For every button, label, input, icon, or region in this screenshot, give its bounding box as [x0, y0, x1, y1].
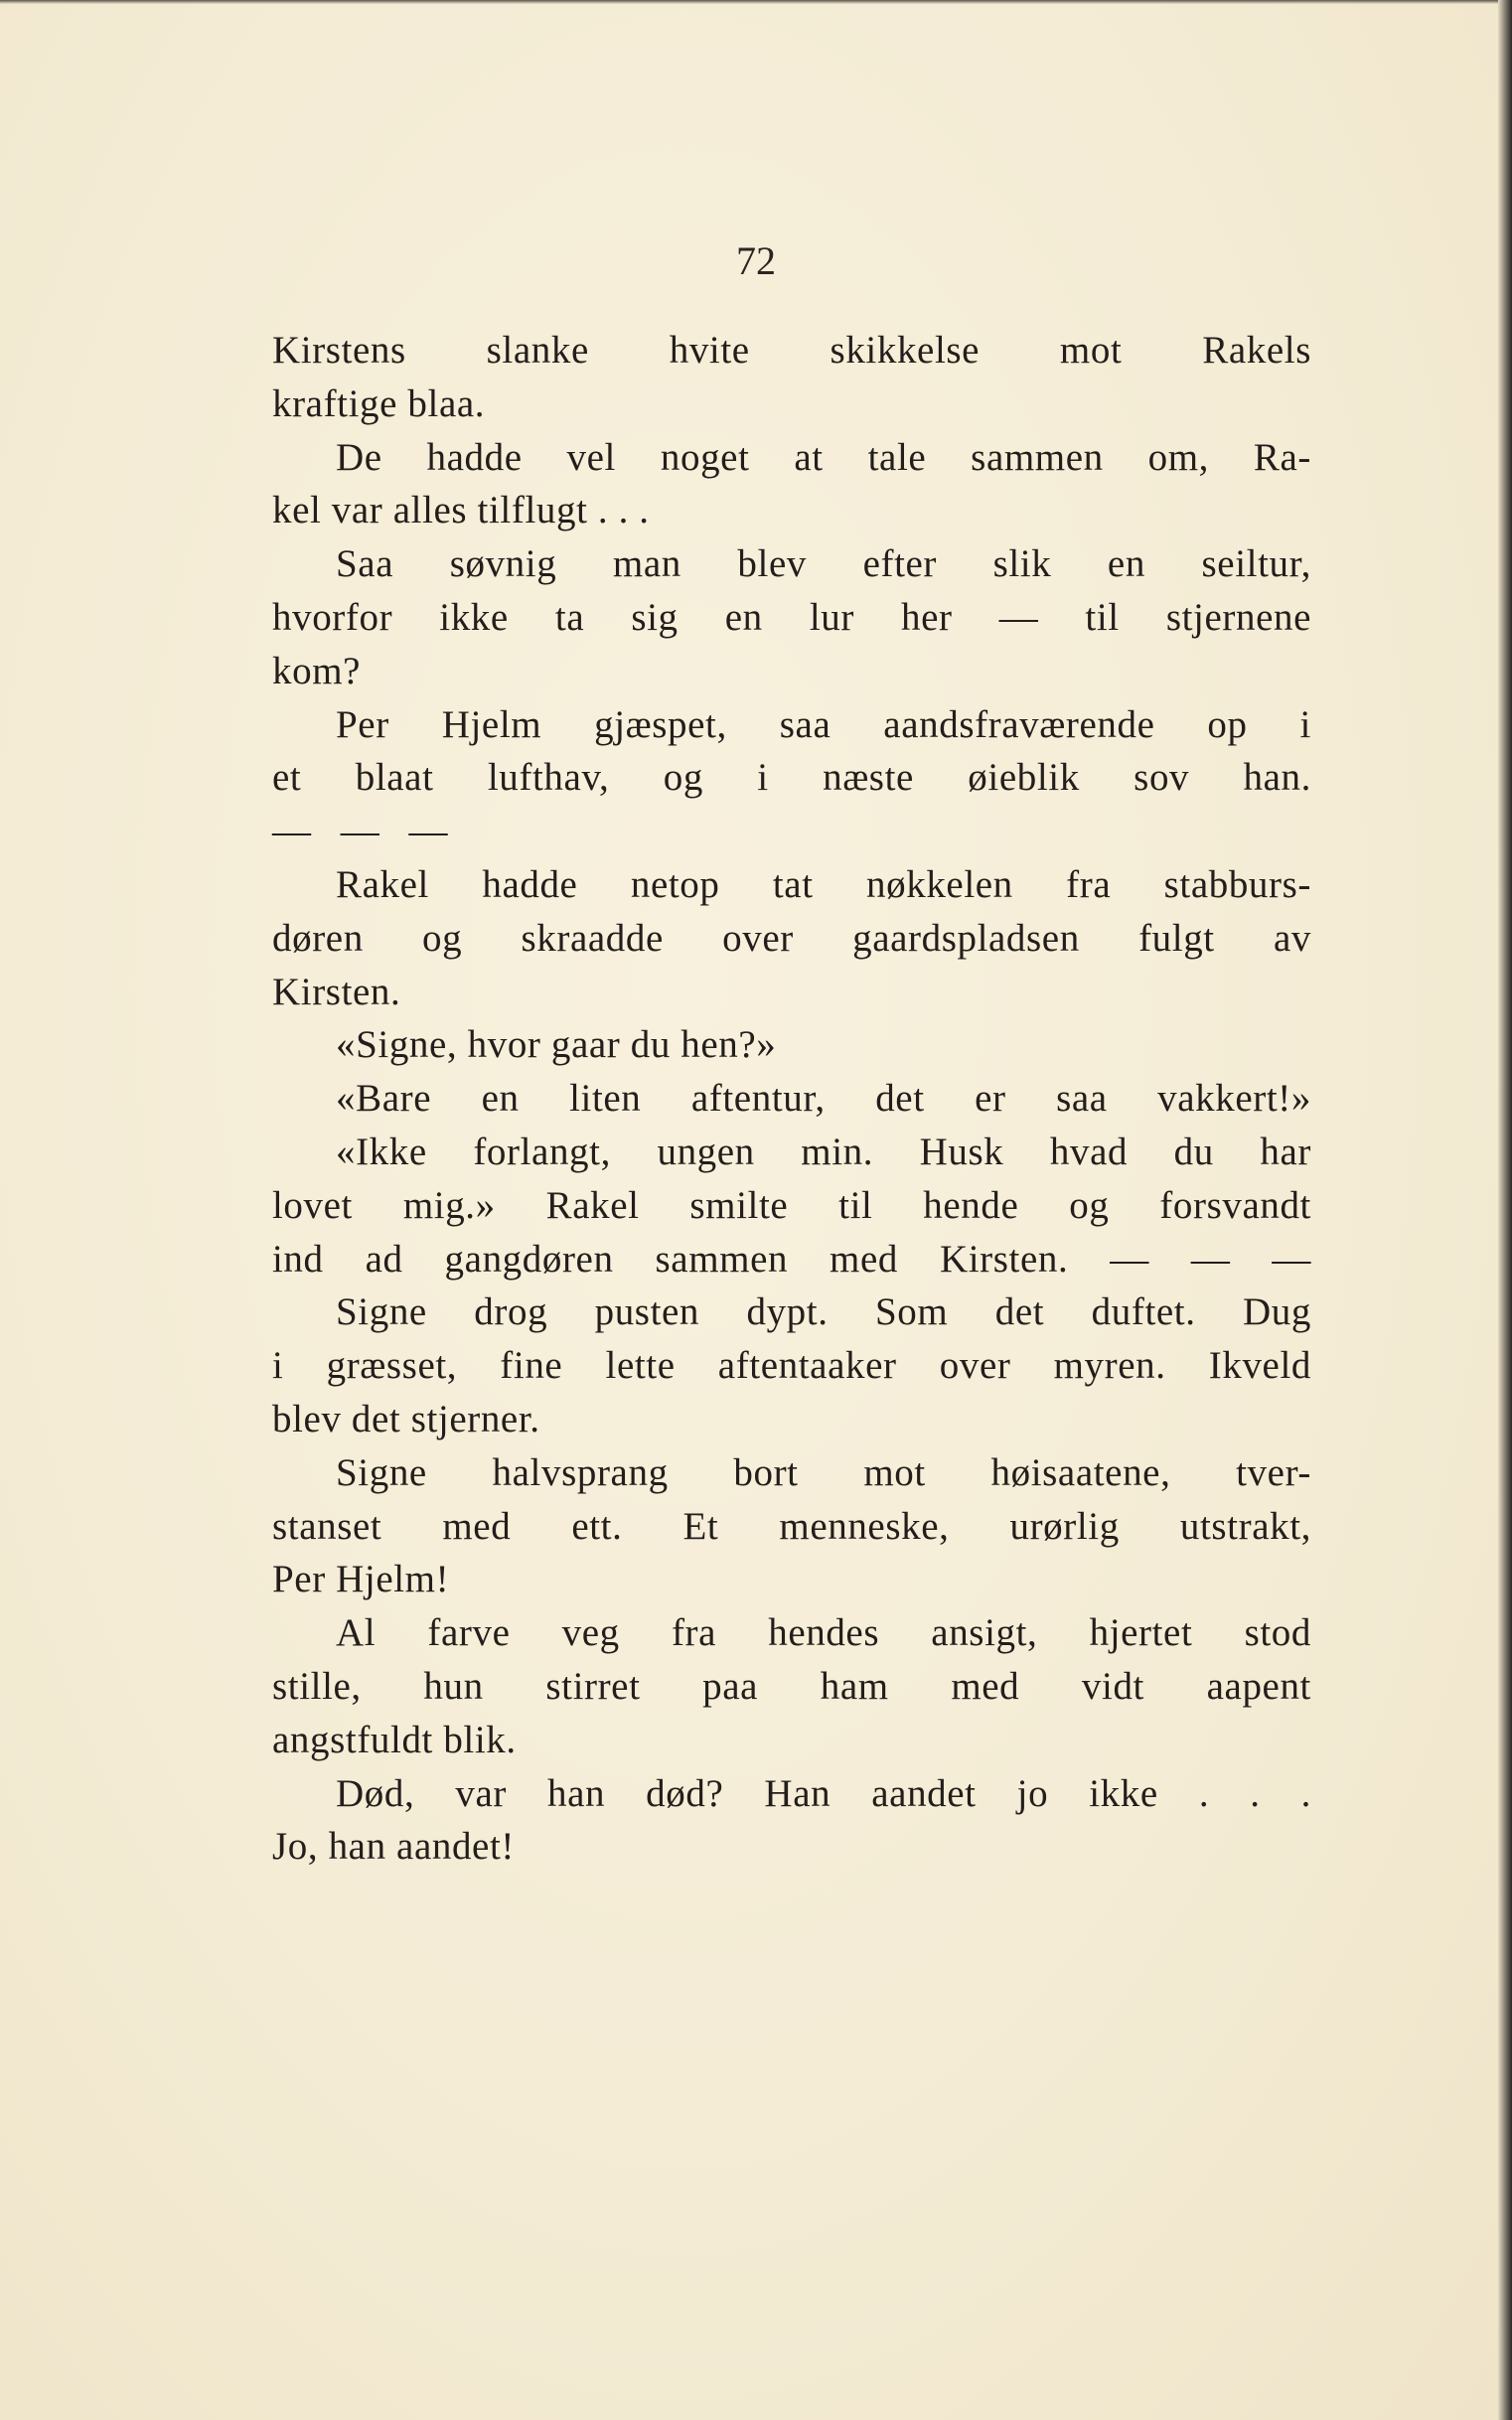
section-break-dashes: — — —: [272, 810, 458, 853]
page-number: 72: [736, 238, 776, 283]
body-text: [272, 324, 1311, 1874]
text-line: Kirstens slanke hvite skikkelse mot Rakels: [272, 329, 1311, 372]
text-line: «Signe, hvor gaar du hen?»: [336, 1023, 777, 1067]
text-line: ind ad gangdøren sammen med Kirsten. — — —: [272, 1237, 1311, 1281]
text-line: «Ikke forlangt, ungen min. Husk hvad du har: [336, 1130, 1311, 1173]
text-line: Al farve veg fra hendes ansigt, hjertet stod: [336, 1611, 1311, 1655]
text-line: Signe drog pusten dypt. Som det duftet. Dug: [336, 1290, 1311, 1334]
text-line: stanset med ett. Et menneske, urørlig utstrakt,: [272, 1504, 1311, 1548]
text-line: kel var alles tilflugt . . .: [272, 489, 650, 532]
text-line: «Bare en liten aftentur, det er saa vakkert!»: [336, 1077, 1311, 1121]
text-line: Død, var han død? Han aandet jo ikke . . .: [336, 1771, 1311, 1815]
text-line: i græsset, fine lette aftentaaker over myren. Ikveld: [272, 1344, 1311, 1388]
page-top-edge: [0, 0, 1512, 4]
text-line: Kirsten.: [272, 970, 401, 1013]
text-line: blev det stjerner.: [272, 1397, 540, 1440]
text-line: Saa søvnig man blev efter slik en seiltur,: [336, 542, 1311, 586]
text-line: De hadde vel noget at tale sammen om, Ra-: [336, 435, 1311, 479]
text-line: Rakel hadde netop tat nøkkelen fra stabburs-: [336, 862, 1311, 906]
text-line: Per Hjelm gjæspet, saa aandsfraværende op i: [336, 702, 1311, 746]
text-line: angstfuldt blik.: [272, 1718, 517, 1761]
text-line: Signe halvsprang bort mot høisaatene, tver-: [336, 1450, 1311, 1494]
text-line: et blaat lufthav, og i næste øieblik sov han.: [272, 756, 1311, 800]
text-line: døren og skraadde over gaardspladsen fulgt av: [272, 916, 1311, 960]
text-line: Jo, han aandet!: [272, 1825, 515, 1869]
text-line: stille, hun stirret paa ham med vidt aapent: [272, 1664, 1311, 1708]
text-line: lovet mig.» Rakel smilte til hende og forsvandt: [272, 1183, 1311, 1227]
text-line: Per Hjelm!: [272, 1558, 450, 1601]
text-line: kom?: [272, 649, 362, 692]
text-line: hvorfor ikke ta sig en lur her — til stjernene: [272, 595, 1311, 639]
page-binding-edge: [1498, 0, 1512, 2420]
text-line: kraftige blaa.: [272, 381, 486, 425]
